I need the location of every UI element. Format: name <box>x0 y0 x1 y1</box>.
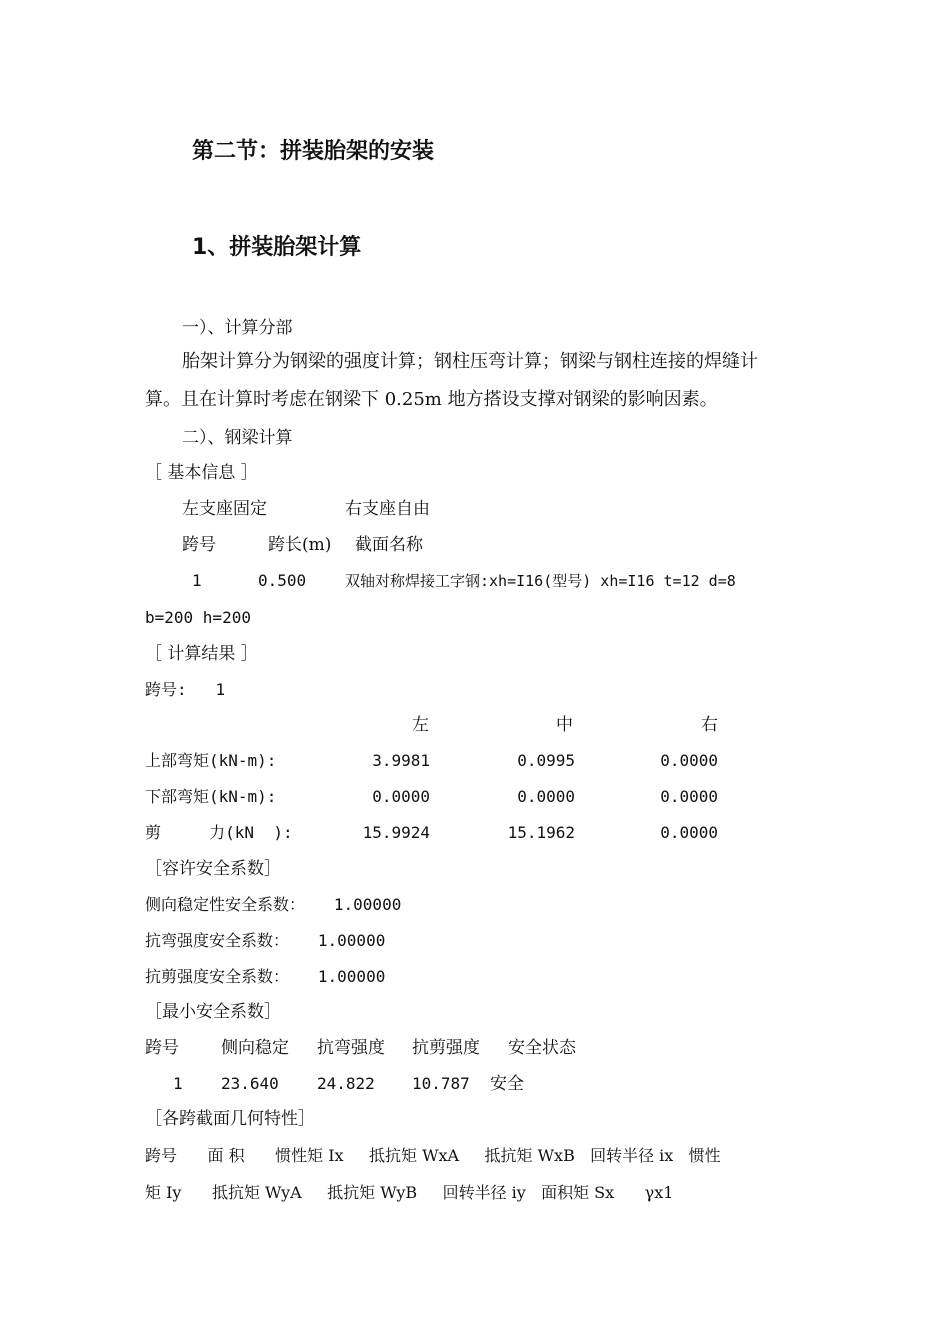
span-number: 跨号: 1 <box>145 680 226 699</box>
min-row-lateral: 23.640 <box>221 1074 279 1093</box>
allow-row: 侧向稳定性安全系数： 1.00000 <box>145 895 402 914</box>
result-value: 0.0995 <box>517 751 575 770</box>
span-row-section: 双轴对称焊接工字钢:xh=I16(型号) xh=I16 t=12 d=8 <box>345 572 736 590</box>
result-value: 15.1962 <box>507 823 575 842</box>
geom-line-2: 矩 Iy 抵抗矩 WyA 抵抗矩 WyB 回转半径 iy 面积矩 Sx γx1 <box>145 1183 674 1202</box>
geom-header: ［各跨截面几何特性］ <box>145 1109 315 1129</box>
part1-title: 一）、计算分部 <box>182 318 293 338</box>
span-row-no: 1 <box>192 571 202 590</box>
min-col-span: 跨号 <box>145 1038 179 1058</box>
support-left: 左支座固定 <box>182 499 267 519</box>
span-row-length: 0.500 <box>258 571 307 590</box>
section-title: 第二节：拼装胎架的安装 <box>192 139 435 164</box>
paragraph-line-2: 算。且在计算时考虑在钢梁下 0.25m 地方搭设支撑对钢梁的影响因素。 <box>145 389 718 410</box>
min-row-status: 安全 <box>490 1074 524 1094</box>
span-header-no: 跨号 <box>182 535 216 555</box>
allow-row: 抗剪强度安全系数： 1.00000 <box>145 967 386 986</box>
basic-info-header: ［ 基本信息 ］ <box>145 463 258 483</box>
allow-row: 抗弯强度安全系数： 1.00000 <box>145 931 386 950</box>
geom-line-1: 跨号 面 积 惯性矩 Ix 抵抗矩 WxA 抵抗矩 WxB 回转半径 ix 惯性 <box>145 1146 721 1165</box>
min-col-status: 安全状态 <box>508 1038 576 1058</box>
result-value: 0.0000 <box>372 787 430 806</box>
result-row-label: 剪 力(kN ): <box>145 823 293 842</box>
col-right-header: 右 <box>701 715 718 735</box>
subsection-title: 1、拼装胎架计算 <box>192 235 362 260</box>
span-header-section: 截面名称 <box>355 535 423 555</box>
result-value: 0.0000 <box>660 787 718 806</box>
result-value: 0.0000 <box>660 751 718 770</box>
min-col-shear: 抗剪强度 <box>412 1038 480 1058</box>
min-col-bending: 抗弯强度 <box>317 1038 385 1058</box>
part2-title: 二）、钢梁计算 <box>182 428 293 448</box>
result-row-label: 下部弯矩(kN-m): <box>145 787 277 806</box>
allow-header: ［容许安全系数］ <box>145 859 281 879</box>
result-value: 15.9924 <box>362 823 430 842</box>
min-col-lateral: 侧向稳定 <box>221 1038 289 1058</box>
min-row-span: 1 <box>173 1074 183 1093</box>
result-row-label: 上部弯矩(kN-m): <box>145 751 277 770</box>
col-mid-header: 中 <box>556 715 573 735</box>
col-left-header: 左 <box>412 715 429 735</box>
paragraph-line-1: 胎架计算分为钢梁的强度计算；钢柱压弯计算；钢梁与钢柱连接的焊缝计 <box>182 351 758 372</box>
result-value: 0.0000 <box>517 787 575 806</box>
span-row-continued: b=200 h=200 <box>145 608 251 627</box>
min-header: ［最小安全系数］ <box>145 1002 281 1022</box>
span-header-length: 跨长(m) <box>268 535 332 555</box>
support-right: 右支座自由 <box>345 499 430 519</box>
min-row-shear: 10.787 <box>412 1074 470 1093</box>
results-header: ［ 计算结果 ］ <box>145 644 258 664</box>
result-value: 3.9981 <box>372 751 430 770</box>
min-row-bending: 24.822 <box>317 1074 375 1093</box>
result-value: 0.0000 <box>660 823 718 842</box>
